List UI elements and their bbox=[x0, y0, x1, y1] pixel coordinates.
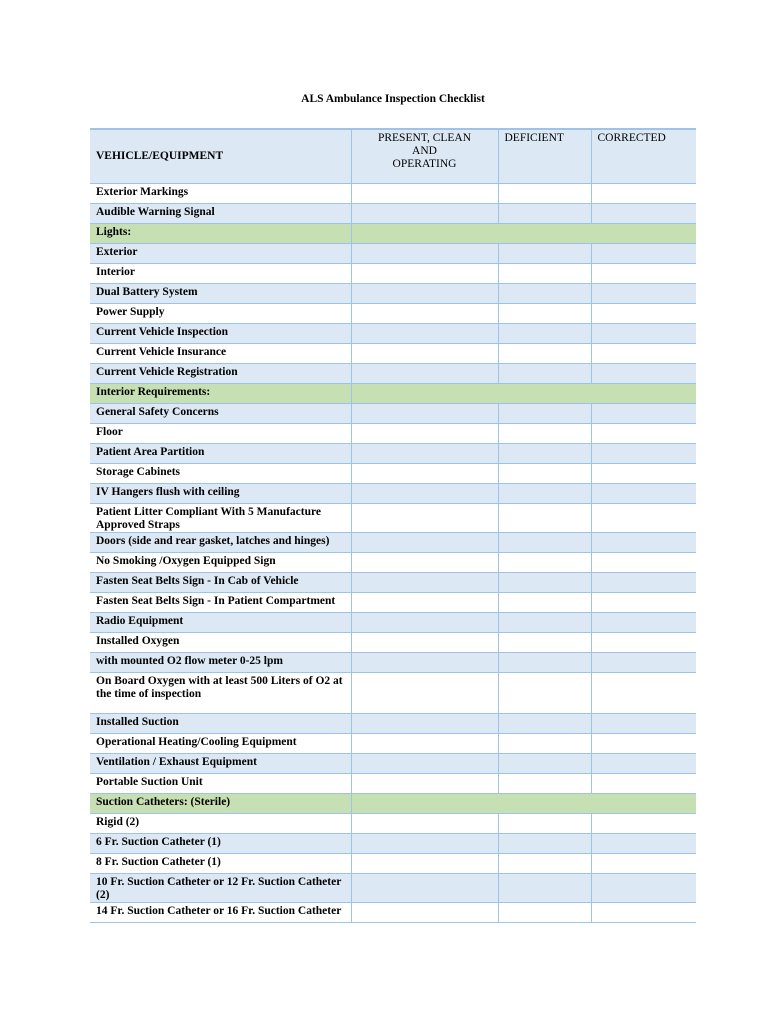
table-row bbox=[90, 243, 696, 263]
item-label: Fasten Seat Belts Sign - In Patient Compartment bbox=[90, 592, 351, 612]
present-cell[interactable] bbox=[351, 853, 498, 873]
table-row bbox=[90, 753, 696, 773]
table-row bbox=[90, 612, 696, 632]
corrected-cell[interactable] bbox=[591, 463, 696, 483]
table-row bbox=[90, 483, 696, 503]
table-row bbox=[90, 652, 696, 672]
item-label: Interior bbox=[90, 263, 351, 283]
deficient-cell[interactable] bbox=[498, 713, 591, 733]
section-label: Suction Catheters: (Sterile) bbox=[90, 793, 351, 813]
item-label: Patient Area Partition bbox=[90, 443, 351, 463]
deficient-cell[interactable] bbox=[498, 853, 591, 873]
corrected-cell[interactable] bbox=[591, 403, 696, 423]
item-label: Exterior bbox=[90, 243, 351, 263]
present-cell[interactable] bbox=[351, 343, 498, 363]
deficient-cell[interactable] bbox=[498, 363, 591, 383]
section-fill bbox=[351, 793, 696, 813]
deficient-cell[interactable] bbox=[498, 532, 591, 552]
corrected-cell[interactable] bbox=[591, 813, 696, 833]
deficient-cell[interactable] bbox=[498, 443, 591, 463]
table-row bbox=[90, 773, 696, 793]
deficient-cell[interactable] bbox=[498, 592, 591, 612]
present-cell[interactable] bbox=[351, 713, 498, 733]
item-label: 6 Fr. Suction Catheter (1) bbox=[90, 833, 351, 853]
table-row bbox=[90, 853, 696, 873]
item-label: Floor bbox=[90, 423, 351, 443]
table-row bbox=[90, 263, 696, 283]
table-body bbox=[90, 183, 696, 922]
present-cell[interactable] bbox=[351, 612, 498, 632]
corrected-cell[interactable] bbox=[591, 483, 696, 503]
corrected-cell[interactable] bbox=[591, 773, 696, 793]
corrected-cell[interactable] bbox=[591, 283, 696, 303]
table-row bbox=[90, 363, 696, 383]
section-row bbox=[90, 223, 696, 243]
deficient-cell[interactable] bbox=[498, 343, 591, 363]
table-row bbox=[90, 813, 696, 833]
table-row bbox=[90, 902, 696, 922]
corrected-cell[interactable] bbox=[591, 753, 696, 773]
deficient-cell[interactable] bbox=[498, 203, 591, 223]
column-header-present-line: OPERATING bbox=[392, 158, 457, 170]
table-row bbox=[90, 672, 696, 713]
corrected-cell[interactable] bbox=[591, 443, 696, 463]
table-row bbox=[90, 632, 696, 652]
column-header-deficient: DEFICIENT bbox=[498, 129, 591, 183]
corrected-cell[interactable] bbox=[591, 873, 696, 902]
item-label: Current Vehicle Registration bbox=[90, 363, 351, 383]
item-label: No Smoking /Oxygen Equipped Sign bbox=[90, 552, 351, 572]
deficient-cell[interactable] bbox=[498, 652, 591, 672]
corrected-cell[interactable] bbox=[591, 733, 696, 753]
table-row bbox=[90, 323, 696, 343]
deficient-cell[interactable] bbox=[498, 283, 591, 303]
table-row bbox=[90, 552, 696, 572]
corrected-cell[interactable] bbox=[591, 343, 696, 363]
table-row bbox=[90, 183, 696, 203]
present-cell[interactable] bbox=[351, 283, 498, 303]
item-label: 14 Fr. Suction Catheter or 16 Fr. Suction Catheter bbox=[90, 902, 351, 922]
table-row bbox=[90, 303, 696, 323]
corrected-cell[interactable] bbox=[591, 423, 696, 443]
present-cell[interactable] bbox=[351, 183, 498, 203]
inspection-table bbox=[90, 128, 696, 923]
deficient-cell[interactable] bbox=[498, 503, 591, 532]
deficient-cell[interactable] bbox=[498, 632, 591, 652]
item-label: 8 Fr. Suction Catheter (1) bbox=[90, 853, 351, 873]
corrected-cell[interactable] bbox=[591, 672, 696, 713]
corrected-cell[interactable] bbox=[591, 303, 696, 323]
corrected-cell[interactable] bbox=[591, 203, 696, 223]
present-cell[interactable] bbox=[351, 733, 498, 753]
corrected-cell[interactable] bbox=[591, 243, 696, 263]
corrected-cell[interactable] bbox=[591, 632, 696, 652]
present-cell[interactable] bbox=[351, 773, 498, 793]
section-label: Interior Requirements: bbox=[90, 383, 351, 403]
present-cell[interactable] bbox=[351, 572, 498, 592]
deficient-cell[interactable] bbox=[498, 902, 591, 922]
corrected-cell[interactable] bbox=[591, 323, 696, 343]
item-label: with mounted O2 flow meter 0-25 lpm bbox=[90, 652, 351, 672]
item-label: Audible Warning Signal bbox=[90, 203, 351, 223]
deficient-cell[interactable] bbox=[498, 552, 591, 572]
table-row bbox=[90, 572, 696, 592]
column-header-present-line: PRESENT, CLEAN bbox=[377, 132, 472, 144]
item-label: Storage Cabinets bbox=[90, 463, 351, 483]
section-fill bbox=[351, 223, 696, 243]
item-label: Ventilation / Exhaust Equipment bbox=[90, 753, 351, 773]
table-row bbox=[90, 343, 696, 363]
present-cell[interactable] bbox=[351, 672, 498, 713]
present-cell[interactable] bbox=[351, 483, 498, 503]
present-cell[interactable] bbox=[351, 592, 498, 612]
deficient-cell[interactable] bbox=[498, 813, 591, 833]
present-cell[interactable] bbox=[351, 323, 498, 343]
deficient-cell[interactable] bbox=[498, 572, 591, 592]
present-cell[interactable] bbox=[351, 753, 498, 773]
table-row bbox=[90, 443, 696, 463]
deficient-cell[interactable] bbox=[498, 403, 591, 423]
item-label: Current Vehicle Insurance bbox=[90, 343, 351, 363]
item-label: Operational Heating/Cooling Equipment bbox=[90, 733, 351, 753]
deficient-cell[interactable] bbox=[498, 773, 591, 793]
deficient-cell[interactable] bbox=[498, 873, 591, 902]
corrected-cell[interactable] bbox=[591, 532, 696, 552]
section-label: Lights: bbox=[90, 223, 351, 243]
corrected-cell[interactable] bbox=[591, 902, 696, 922]
item-label: On Board Oxygen with at least 500 Liters of O2 at the time of inspection bbox=[90, 672, 351, 713]
item-label: Power Supply bbox=[90, 303, 351, 323]
corrected-cell[interactable] bbox=[591, 572, 696, 592]
deficient-cell[interactable] bbox=[498, 303, 591, 323]
item-label: IV Hangers flush with ceiling bbox=[90, 483, 351, 503]
present-cell[interactable] bbox=[351, 363, 498, 383]
deficient-cell[interactable] bbox=[498, 733, 591, 753]
table-row bbox=[90, 873, 696, 902]
deficient-cell[interactable] bbox=[498, 263, 591, 283]
column-header-corrected: CORRECTED bbox=[591, 129, 696, 183]
present-cell[interactable] bbox=[351, 203, 498, 223]
present-cell[interactable] bbox=[351, 632, 498, 652]
corrected-cell[interactable] bbox=[591, 612, 696, 632]
item-label: Exterior Markings bbox=[90, 183, 351, 203]
table-row bbox=[90, 283, 696, 303]
item-label: Doors (side and rear gasket, latches and hinges) bbox=[90, 532, 351, 552]
table-row bbox=[90, 403, 696, 423]
corrected-cell[interactable] bbox=[591, 713, 696, 733]
table-row bbox=[90, 713, 696, 733]
deficient-cell[interactable] bbox=[498, 183, 591, 203]
item-label: Fasten Seat Belts Sign - In Cab of Vehicle bbox=[90, 572, 351, 592]
deficient-cell[interactable] bbox=[498, 753, 591, 773]
table-row bbox=[90, 423, 696, 443]
section-row bbox=[90, 383, 696, 403]
present-cell[interactable] bbox=[351, 423, 498, 443]
present-cell[interactable] bbox=[351, 503, 498, 532]
table-row bbox=[90, 503, 696, 532]
corrected-cell[interactable] bbox=[591, 183, 696, 203]
table-row bbox=[90, 203, 696, 223]
table-row bbox=[90, 592, 696, 612]
present-cell[interactable] bbox=[351, 403, 498, 423]
present-cell[interactable] bbox=[351, 833, 498, 853]
table-header-row bbox=[90, 129, 696, 183]
table-row bbox=[90, 733, 696, 753]
item-label: 10 Fr. Suction Catheter or 12 Fr. Suction Catheter (2) bbox=[90, 873, 351, 902]
table-row bbox=[90, 833, 696, 853]
deficient-cell[interactable] bbox=[498, 323, 591, 343]
corrected-cell[interactable] bbox=[591, 652, 696, 672]
section-fill bbox=[351, 383, 696, 403]
corrected-cell[interactable] bbox=[591, 363, 696, 383]
deficient-cell[interactable] bbox=[498, 243, 591, 263]
section-row bbox=[90, 793, 696, 813]
present-cell[interactable] bbox=[351, 652, 498, 672]
present-cell[interactable] bbox=[351, 303, 498, 323]
item-label: Current Vehicle Inspection bbox=[90, 323, 351, 343]
column-header-present bbox=[351, 129, 498, 183]
column-header-item: VEHICLE/EQUIPMENT bbox=[90, 129, 351, 183]
deficient-cell[interactable] bbox=[498, 833, 591, 853]
corrected-cell[interactable] bbox=[591, 503, 696, 532]
table-row bbox=[90, 463, 696, 483]
present-cell[interactable] bbox=[351, 443, 498, 463]
item-label: Rigid (2) bbox=[90, 813, 351, 833]
item-label: Radio Equipment bbox=[90, 612, 351, 632]
present-cell[interactable] bbox=[351, 463, 498, 483]
corrected-cell[interactable] bbox=[591, 263, 696, 283]
deficient-cell[interactable] bbox=[498, 423, 591, 443]
item-label: Portable Suction Unit bbox=[90, 773, 351, 793]
deficient-cell[interactable] bbox=[498, 483, 591, 503]
column-header-present-line: AND bbox=[412, 145, 437, 157]
corrected-cell[interactable] bbox=[591, 853, 696, 873]
present-cell[interactable] bbox=[351, 813, 498, 833]
document-title: ALS Ambulance Inspection Checklist bbox=[301, 93, 485, 105]
item-label: Installed Oxygen bbox=[90, 632, 351, 652]
item-label: Dual Battery System bbox=[90, 283, 351, 303]
corrected-cell[interactable] bbox=[591, 552, 696, 572]
item-label: Installed Suction bbox=[90, 713, 351, 733]
deficient-cell[interactable] bbox=[498, 612, 591, 632]
deficient-cell[interactable] bbox=[498, 463, 591, 483]
present-cell[interactable] bbox=[351, 263, 498, 283]
table-row bbox=[90, 532, 696, 552]
item-label: General Safety Concerns bbox=[90, 403, 351, 423]
present-cell[interactable] bbox=[351, 873, 498, 902]
deficient-cell[interactable] bbox=[498, 672, 591, 713]
item-label: Patient Litter Compliant With 5 Manufacture Approved Straps bbox=[90, 503, 351, 532]
present-cell[interactable] bbox=[351, 552, 498, 572]
corrected-cell[interactable] bbox=[591, 592, 696, 612]
present-cell[interactable] bbox=[351, 532, 498, 552]
present-cell[interactable] bbox=[351, 902, 498, 922]
present-cell[interactable] bbox=[351, 243, 498, 263]
corrected-cell[interactable] bbox=[591, 833, 696, 853]
